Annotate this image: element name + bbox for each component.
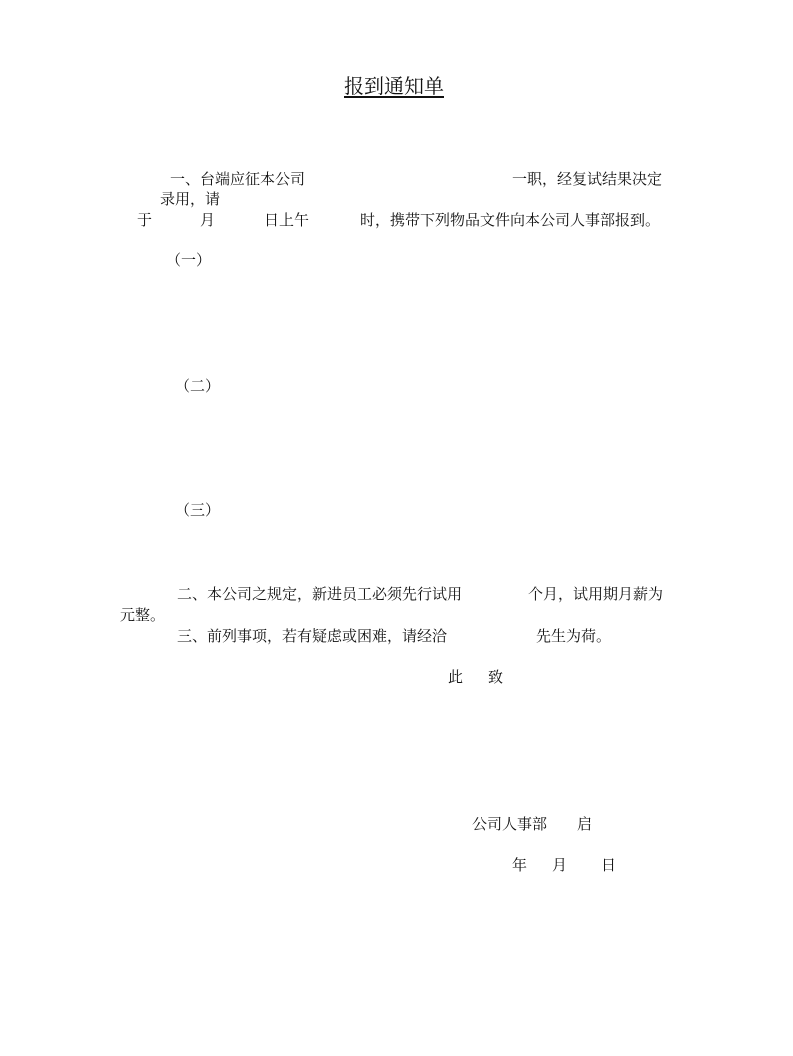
clause3-sir-tail: 先生为荷。 [536,627,612,645]
closing-zhi: 致 [488,668,504,686]
item-three: （三） [175,501,221,519]
document-title: 报到通知单 [344,74,444,98]
clause1-hour-tail: 时，携带下列物品文件向本公司人事部报到。 [360,211,661,229]
signature-qi: 启 [577,815,593,833]
date-month: 月 [552,856,568,874]
item-two: （二） [175,377,221,395]
clause3-text: 三、前列事项，若有疑虑或困难，请经洽 [177,627,448,645]
clause1-position-suffix: 一职，经复试结果决定 [512,170,663,188]
clause1-month: 月 [200,211,216,229]
date-year: 年 [512,856,528,874]
clause1-day-am: 日上午 [264,211,310,229]
clause1-intro: 一、台端应征本公司 [170,170,306,188]
clause2-yuan: 元整。 [120,606,166,624]
clause1-hired: 录用，请 [160,190,221,208]
clause1-yu: 于 [137,211,153,229]
closing-ci: 此 [448,668,464,686]
clause2-months-tail: 个月，试用期月薪为 [528,585,664,603]
clause2-text: 二、本公司之规定，新进员工必须先行试用 [177,585,463,603]
item-one: （一） [166,251,212,269]
date-day: 日 [601,856,617,874]
signature-dept: 公司人事部 [472,815,548,833]
